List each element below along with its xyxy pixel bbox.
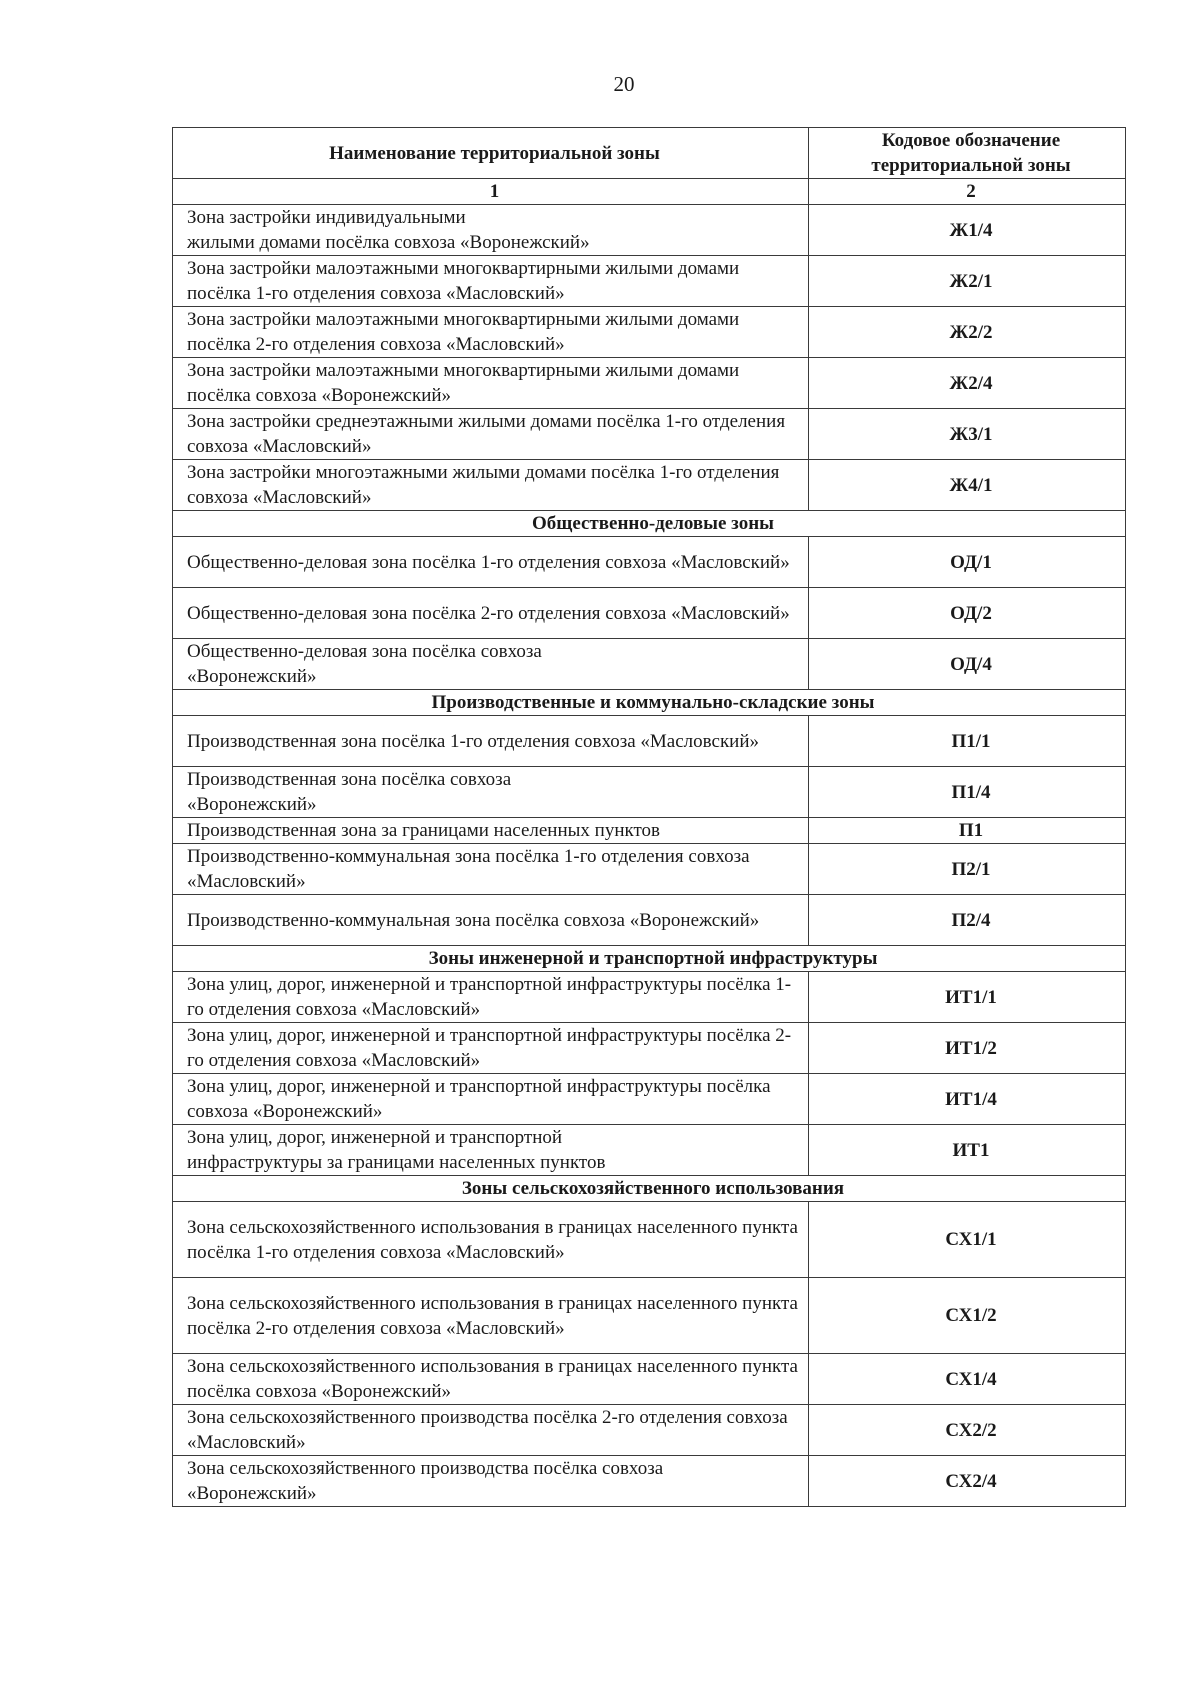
zone-code: СХ2/2 — [809, 1405, 1126, 1456]
table-row — [173, 256, 1126, 307]
zone-code: Ж2/4 — [809, 358, 1126, 409]
zone-code: ОД/1 — [809, 537, 1126, 588]
zone-code: СХ1/2 — [809, 1278, 1126, 1354]
table-row — [173, 844, 1126, 895]
zone-name: Производственная зона посёлка 1-го отделения совхоза «Масловский» — [173, 716, 809, 767]
zone-code: Ж2/2 — [809, 307, 1126, 358]
zone-code: СХ2/4 — [809, 1456, 1126, 1507]
table-row — [173, 1405, 1126, 1456]
zone-name: Зона улиц, дорог, инженерной и транспортной инфраструктуры за границами населенных пунктов — [173, 1125, 809, 1176]
table-row — [173, 895, 1126, 946]
table-row — [173, 1125, 1126, 1176]
header-zone-code: Кодовое обозначение территориальной зоны — [809, 128, 1126, 179]
table-header-row — [173, 128, 1126, 179]
zone-code: Ж2/1 — [809, 256, 1126, 307]
zone-code: П1/1 — [809, 716, 1126, 767]
section-header-row — [173, 946, 1126, 972]
zone-name: Зона сельскохозяйственного использования в границах населенного пункта посёлка совхоза «Воронежский» — [173, 1354, 809, 1405]
table-row — [173, 639, 1126, 690]
zone-name: Зона застройки малоэтажными многоквартирными жилыми домами посёлка совхоза «Воронежский» — [173, 358, 809, 409]
section-header-row — [173, 690, 1126, 716]
zone-code: Ж4/1 — [809, 460, 1126, 511]
section-title: Производственные и коммунально-складские зоны — [173, 690, 1126, 716]
zone-code: ИТ1/1 — [809, 972, 1126, 1023]
section-header-row — [173, 511, 1126, 537]
zone-code: ИТ1 — [809, 1125, 1126, 1176]
section-title: Зоны инженерной и транспортной инфраструктуры — [173, 946, 1126, 972]
header-zone-name: Наименование территориальной зоны — [173, 128, 809, 179]
zone-name: Зона улиц, дорог, инженерной и транспортной инфраструктуры посёлка 1-го отделения совхоза «Масловский» — [173, 972, 809, 1023]
table-row — [173, 358, 1126, 409]
zone-code: СХ1/1 — [809, 1202, 1126, 1278]
table-row — [173, 767, 1126, 818]
territorial-zones-table — [172, 127, 1126, 1507]
table-row — [173, 1074, 1126, 1125]
zone-name: Зона застройки среднеэтажными жилыми домами посёлка 1-го отделения совхоза «Масловский» — [173, 409, 809, 460]
column-number-1: 1 — [173, 179, 809, 205]
zone-name: Производственная зона посёлка совхоза «Воронежский» — [173, 767, 809, 818]
table-row — [173, 409, 1126, 460]
zone-name: Зона застройки многоэтажными жилыми домами посёлка 1-го отделения совхоза «Масловский» — [173, 460, 809, 511]
zone-name: Производственная зона за границами населенных пунктов — [173, 818, 809, 844]
section-header-row — [173, 1176, 1126, 1202]
zone-code: П1 — [809, 818, 1126, 844]
table-row — [173, 716, 1126, 767]
section-title: Зоны сельскохозяйственного использования — [173, 1176, 1126, 1202]
zone-code: ИТ1/2 — [809, 1023, 1126, 1074]
zone-code: СХ1/4 — [809, 1354, 1126, 1405]
table-row — [173, 205, 1126, 256]
column-number-2: 2 — [809, 179, 1126, 205]
zone-name: Производственно-коммунальная зона посёлка совхоза «Воронежский» — [173, 895, 809, 946]
zone-code: ОД/4 — [809, 639, 1126, 690]
table-row — [173, 537, 1126, 588]
zone-code: П1/4 — [809, 767, 1126, 818]
zone-name: Зона застройки малоэтажными многоквартирными жилыми домами посёлка 2-го отделения совхоза «Масловский» — [173, 307, 809, 358]
table-row — [173, 1456, 1126, 1507]
section-title: Общественно-деловые зоны — [173, 511, 1126, 537]
zone-name: Зона застройки малоэтажными многоквартирными жилыми домами посёлка 1-го отделения совхоза «Масловский» — [173, 256, 809, 307]
zone-name: Зона сельскохозяйственного использования в границах населенного пункта посёлка 1-го отделения совхоза «Масловский» — [173, 1202, 809, 1278]
table-row — [173, 588, 1126, 639]
zone-name: Производственно-коммунальная зона посёлка 1-го отделения совхоза «Масловский» — [173, 844, 809, 895]
table-row — [173, 818, 1126, 844]
zone-code: ИТ1/4 — [809, 1074, 1126, 1125]
table-row — [173, 1023, 1126, 1074]
zone-name: Общественно-деловая зона посёлка 1-го отделения совхоза «Масловский» — [173, 537, 809, 588]
table-row — [173, 1202, 1126, 1278]
table-row — [173, 972, 1126, 1023]
column-number-row — [173, 179, 1126, 205]
zone-name: Общественно-деловая зона посёлка совхоза «Воронежский» — [173, 639, 809, 690]
zone-code: П2/1 — [809, 844, 1126, 895]
zone-name: Зона улиц, дорог, инженерной и транспортной инфраструктуры посёлка 2-го отделения совхоза «Масловский» — [173, 1023, 809, 1074]
zone-name: Зона застройки индивидуальными жилыми домами посёлка совхоза «Воронежский» — [173, 205, 809, 256]
zone-code: Ж1/4 — [809, 205, 1126, 256]
zone-code: П2/4 — [809, 895, 1126, 946]
zone-code: ОД/2 — [809, 588, 1126, 639]
zone-name: Зона сельскохозяйственного производства посёлка 2-го отделения совхоза «Масловский» — [173, 1405, 809, 1456]
zone-code: Ж3/1 — [809, 409, 1126, 460]
table-row — [173, 1278, 1126, 1354]
table-row — [173, 1354, 1126, 1405]
page-number: 20 — [613, 72, 635, 96]
table-row — [173, 460, 1126, 511]
zone-name: Общественно-деловая зона посёлка 2-го отделения совхоза «Масловский» — [173, 588, 809, 639]
zone-name: Зона сельскохозяйственного производства посёлка совхоза «Воронежский» — [173, 1456, 809, 1507]
table-row — [173, 307, 1126, 358]
zone-name: Зона сельскохозяйственного использования в границах населенного пункта посёлка 2-го отделения совхоза «Масловский» — [173, 1278, 809, 1354]
zone-name: Зона улиц, дорог, инженерной и транспортной инфраструктуры посёлка совхоза «Воронежский» — [173, 1074, 809, 1125]
